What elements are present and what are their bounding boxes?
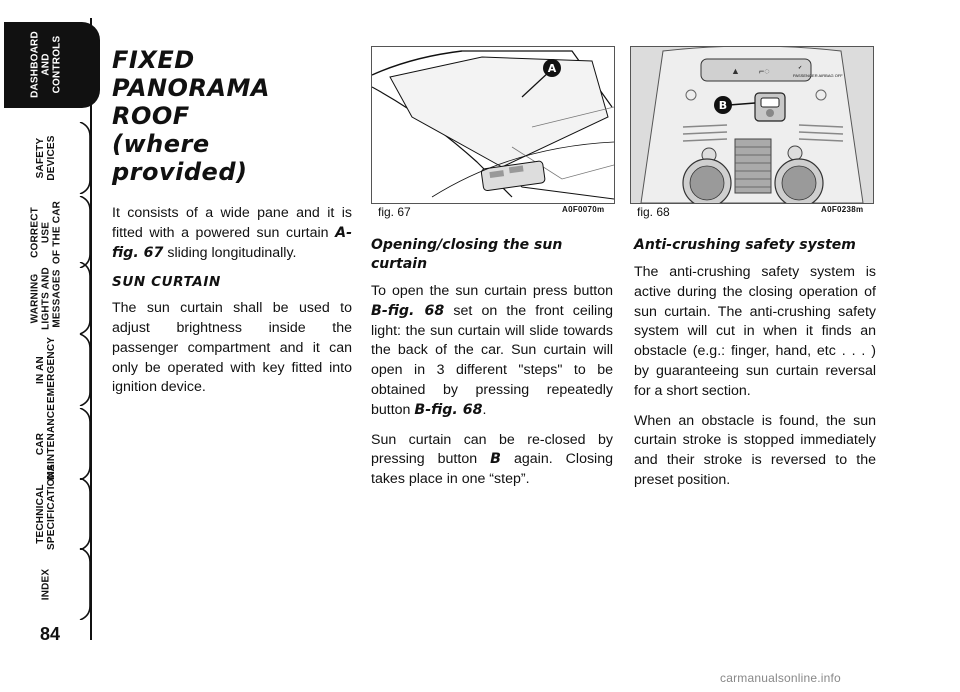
tab-label: INDEX (40, 568, 52, 600)
text: again. Closing takes place in one “step”. (371, 451, 613, 488)
ceiling-light-drawing (631, 47, 873, 203)
heading-opening-closing: Opening/closing the sun curtain (371, 237, 563, 272)
callout-a: A (547, 62, 557, 75)
figure-67-caption: fig. 67 (378, 205, 411, 219)
svg-text:✓: ✓ (798, 65, 803, 71)
text: sliding longitudinally. (163, 244, 297, 261)
tab-in-an-emergency[interactable] (0, 334, 92, 406)
page-number: 84 (39, 624, 61, 644)
tab-safety-devices[interactable] (0, 122, 92, 194)
text: To open the sun curtain press button (371, 283, 613, 299)
opening-paragraph (371, 282, 613, 421)
figure-67-roof-illustration (371, 46, 615, 204)
tab-warning-lights-and-messages[interactable] (0, 262, 92, 334)
tab-label: CORRECT USE OF THE CAR (29, 200, 63, 264)
figure-68-caption: fig. 68 (637, 205, 670, 219)
chapter-tab-bar (0, 0, 92, 692)
tab-label: TECHNICAL SPECIFICATIONS (35, 464, 57, 550)
title-line: FIXED PANORAMA (112, 46, 270, 102)
section-title (112, 46, 352, 186)
text: Sun curtain can be re-closed by pressing button (371, 431, 613, 468)
tab-label: CAR MAINTENANCE (35, 403, 57, 480)
figure-reference: B-fig. 68 (414, 401, 483, 418)
svg-text:▲: ▲ (731, 66, 740, 76)
tab-correct-use-of-the-car[interactable] (0, 196, 92, 268)
tab-label: DASHBOARD AND CONTROLS (29, 30, 63, 98)
intro-paragraph (112, 204, 352, 263)
closing-paragraph (371, 431, 613, 490)
figure-68-code: A0F0238m (821, 205, 864, 214)
watermark: carmanualsonline.info (720, 671, 841, 685)
anti-crushing-paragraph-2: When an obstacle is found, the sun curtain stroke is stopped immediately and their stroke is reversed to the preset position. (634, 412, 876, 488)
title-line: ROOF (112, 102, 190, 130)
tab-label: WARNING LIGHTS AND MESSAGES (29, 266, 63, 330)
column-opening-closing (371, 236, 613, 500)
text: set on the front ceiling light: the sun curtain will slide towards the back of the car. Sun curtain will open in 3 different "steps" to be obtained by pressing repeatedly button (371, 302, 613, 418)
figure-reference: A-fig. 67 (112, 224, 352, 261)
roof-drawing (372, 47, 614, 203)
tab-technical-specifications[interactable] (0, 464, 92, 550)
figure-reference: B-fig. 68 (371, 302, 445, 319)
tab-dashboard-and-controls[interactable] (0, 28, 92, 100)
callout-b: B (718, 99, 728, 112)
anti-crushing-paragraph-1: The anti-crushing safety system is active during the closing operation of sun curtain. The anti-crushing safety system will cut in when it finds an obstacle (e.g.: finger, hand, etc . . . ) by guaranteeing sun curtain reversal for a short section. (634, 264, 876, 399)
tab-index[interactable] (0, 548, 92, 620)
svg-text:⌐◌: ⌐◌ (759, 66, 770, 76)
column-intro (112, 46, 352, 408)
text: . (482, 401, 487, 418)
tab-label: SAFETY DEVICES (35, 135, 57, 181)
title-line: (where provided) (112, 130, 248, 186)
button-reference: B (490, 451, 501, 468)
airbag-label: PASSENGER AIRBAG OFF (793, 73, 843, 78)
sun-curtain-paragraph: The sun curtain shall be used to adjust brightness inside the passenger compartment and it can only be operated with key fitted into ignition device. (112, 300, 352, 396)
text: It consists of a wide pane and it is fitted with a powered sun curtain (112, 205, 352, 241)
figure-68-ceiling-light-illustration (630, 46, 874, 204)
column-anti-crushing (634, 236, 876, 501)
tab-label: IN AN EMERGENCY (35, 336, 57, 404)
heading-anti-crushing: Anti-crushing safety system (634, 237, 856, 253)
figure-67-code: A0F0070m (562, 205, 605, 214)
subheading-sun-curtain: SUN CURTAIN (112, 274, 221, 291)
